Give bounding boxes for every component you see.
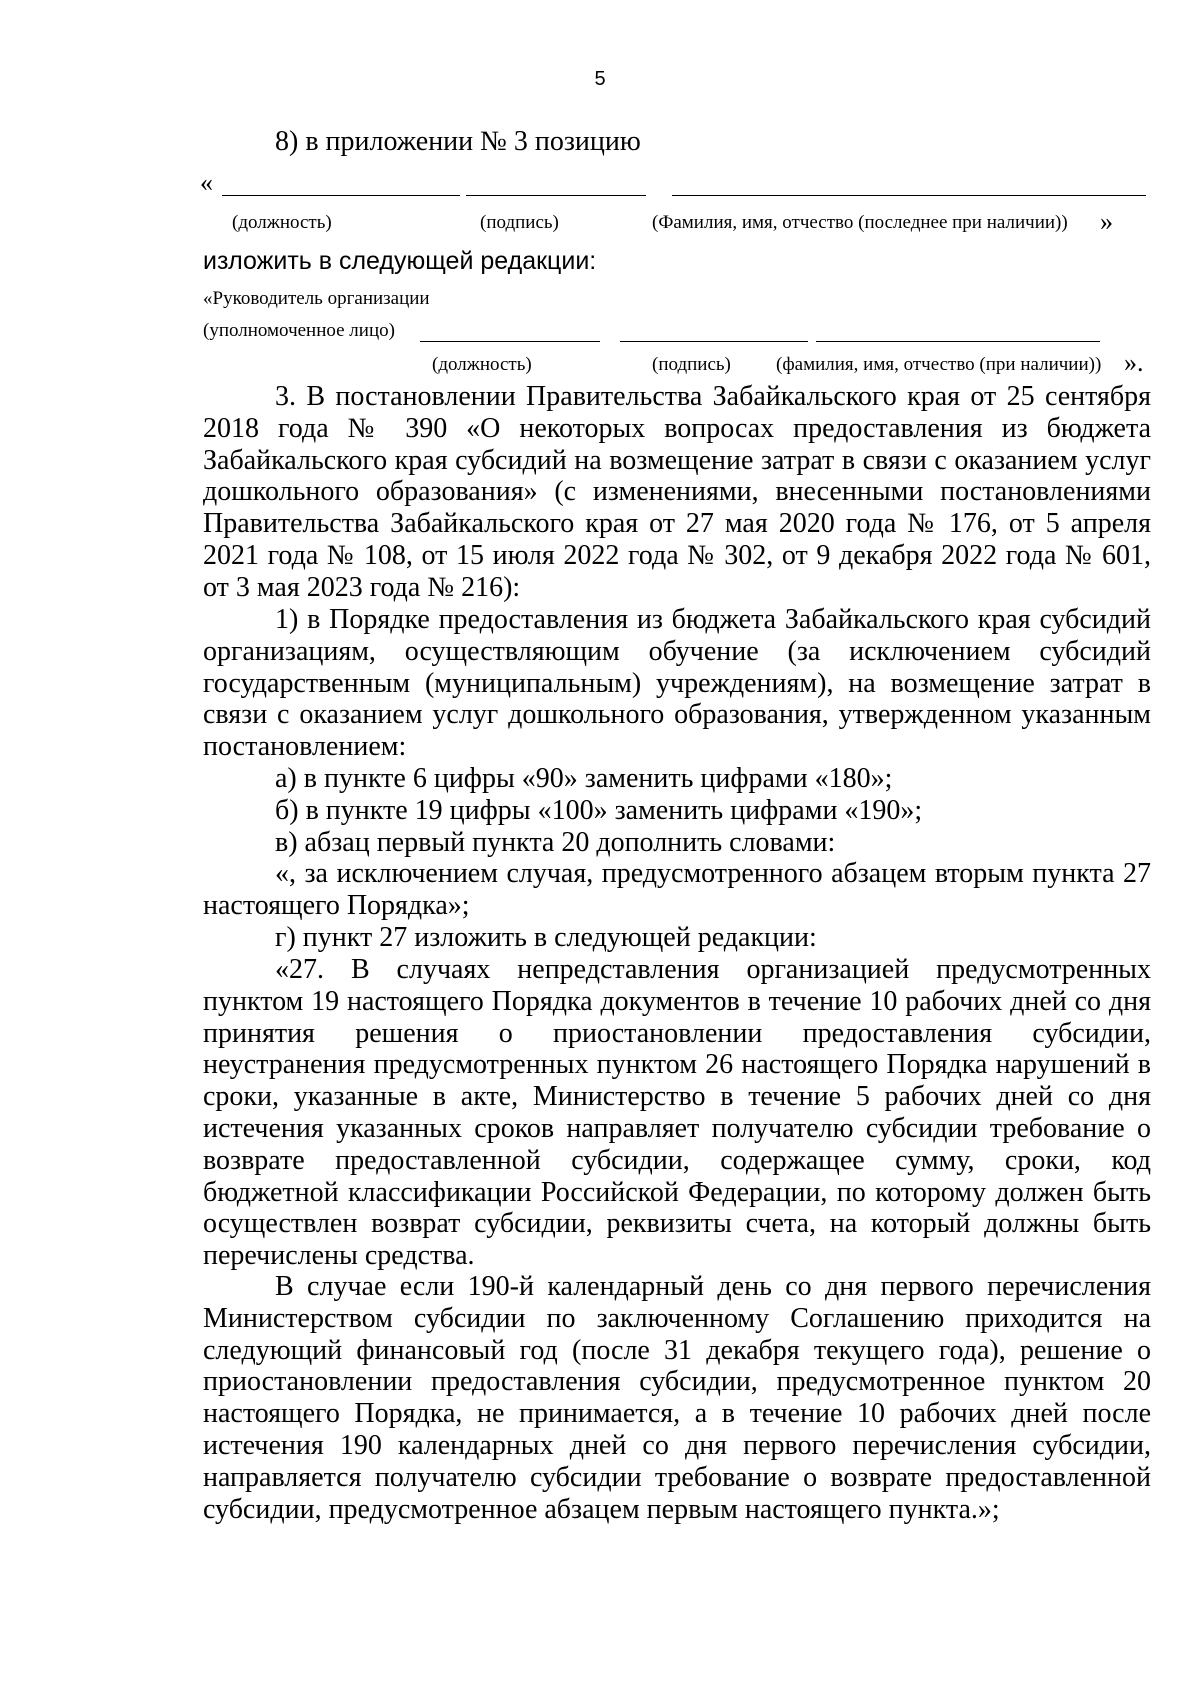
- old-signature-line: [466, 195, 646, 196]
- new-caption-signature: (подпись): [652, 354, 731, 375]
- paragraph-27-second: В случае если 190-й календарный день со дня первого перечисления Министерством субсидии по заключенному Соглашению приходится на следующий финансовый год (после 31 декабря текущего года), решение о приостановлении предоставления субсидии, предусмотренное пунктом 20 настоящего Порядка, не принимается, а в течение 10 рабочих дней после истечения 190 календарных дней со дня первого перечисления субсидии, направляется получателю субсидии требование о возврате предоставленной субсидии, предусмотренное абзацем первым настоящего пункта.»;: [203, 1271, 1151, 1525]
- new-caption-position: (должность): [432, 354, 532, 375]
- old-caption-signature: (подпись): [480, 212, 559, 233]
- old-name-line: [672, 195, 1146, 196]
- new-position-line: [420, 341, 600, 342]
- new-name-line: [816, 341, 1100, 342]
- old-block-close-quote: »: [1100, 207, 1113, 236]
- paragraph-a: а) в пункте 6 цифры «90» заменить цифрами «180»;: [275, 763, 893, 794]
- paragraph-g: г) пункт 27 изложить в следующей редакции:: [275, 922, 817, 953]
- paragraph-b: б) в пункте 19 цифры «100» заменить цифрами «190»;: [275, 795, 923, 826]
- new-block-line1: «Руководитель организации: [203, 288, 430, 309]
- page-number: 5: [594, 68, 606, 90]
- paragraph-3-1: 1) в Порядке предоставления из бюджета Забайкальского края субсидий организациям, осуществляющим обучение (за исключением субсидий государственным (муниципальным) учреждениям), на возмещение затрат в связи с оказанием услуг дошкольного образования, утвержденном указанным постановлением:: [203, 604, 1151, 763]
- old-caption-position: (должность): [232, 212, 332, 233]
- paragraph-3: 3. В постановлении Правительства Забайкальского края от 25 сентября 2018 года № 390 «О некоторых вопросах предоставления из бюджета Забайкальского края субсидий на возмещение затрат в связи с оказанием услуг дошкольного образования» (с изменениями, внесенными постановлениями Правительства Забайкальского края от 27 мая 2020 года № 176, от 5 апреля 2021 года № 108, от 15 июля 2022 года № 302, от 9 декабря 2022 года № 601, от 3 мая 2023 года № 216):: [203, 381, 1151, 603]
- old-position-line: [222, 195, 460, 196]
- new-signature-line: [620, 341, 808, 342]
- new-caption-name: (фамилия, имя, отчество (при наличии)): [776, 354, 1102, 375]
- paragraph-v: в) абзац первый пункта 20 дополнить словами:: [275, 827, 836, 858]
- new-block-line2: (уполномоченное лицо): [203, 320, 395, 341]
- edit-phrase: изложить в следующей редакции:: [203, 247, 597, 275]
- item-8-text: 8) в приложении № 3 позицию: [275, 126, 641, 157]
- paragraph-27: «27. В случаях непредставления организацией предусмотренных пунктом 19 настоящего Порядка документов в течение 10 рабочих дней со дня принятия решения о приостановлении предоставления субсидии, неустранения предусмотренных пунктом 26 настоящего Порядка нарушений в сроки, указанные в акте, Министерство в течение 5 рабочих дней со дня истечения указанных сроков направляет получателю субсидии требование о возврате предоставленной субсидии, содержащее сумму, сроки, код бюджетной классификации Российской Федерации, по которому должен быть осуществлен возврат субсидии, реквизиты счета, на который должны быть перечислены средства.: [203, 954, 1151, 1272]
- old-block-open-quote: «: [200, 168, 213, 197]
- paragraph-v-quote: «, за исключением случая, предусмотренного абзацем вторым пункта 27 настоящего Порядка»;: [203, 858, 1151, 921]
- old-caption-name: (Фамилия, имя, отчество (последнее при наличии)): [652, 212, 1068, 233]
- new-block-close: ».: [1124, 348, 1144, 377]
